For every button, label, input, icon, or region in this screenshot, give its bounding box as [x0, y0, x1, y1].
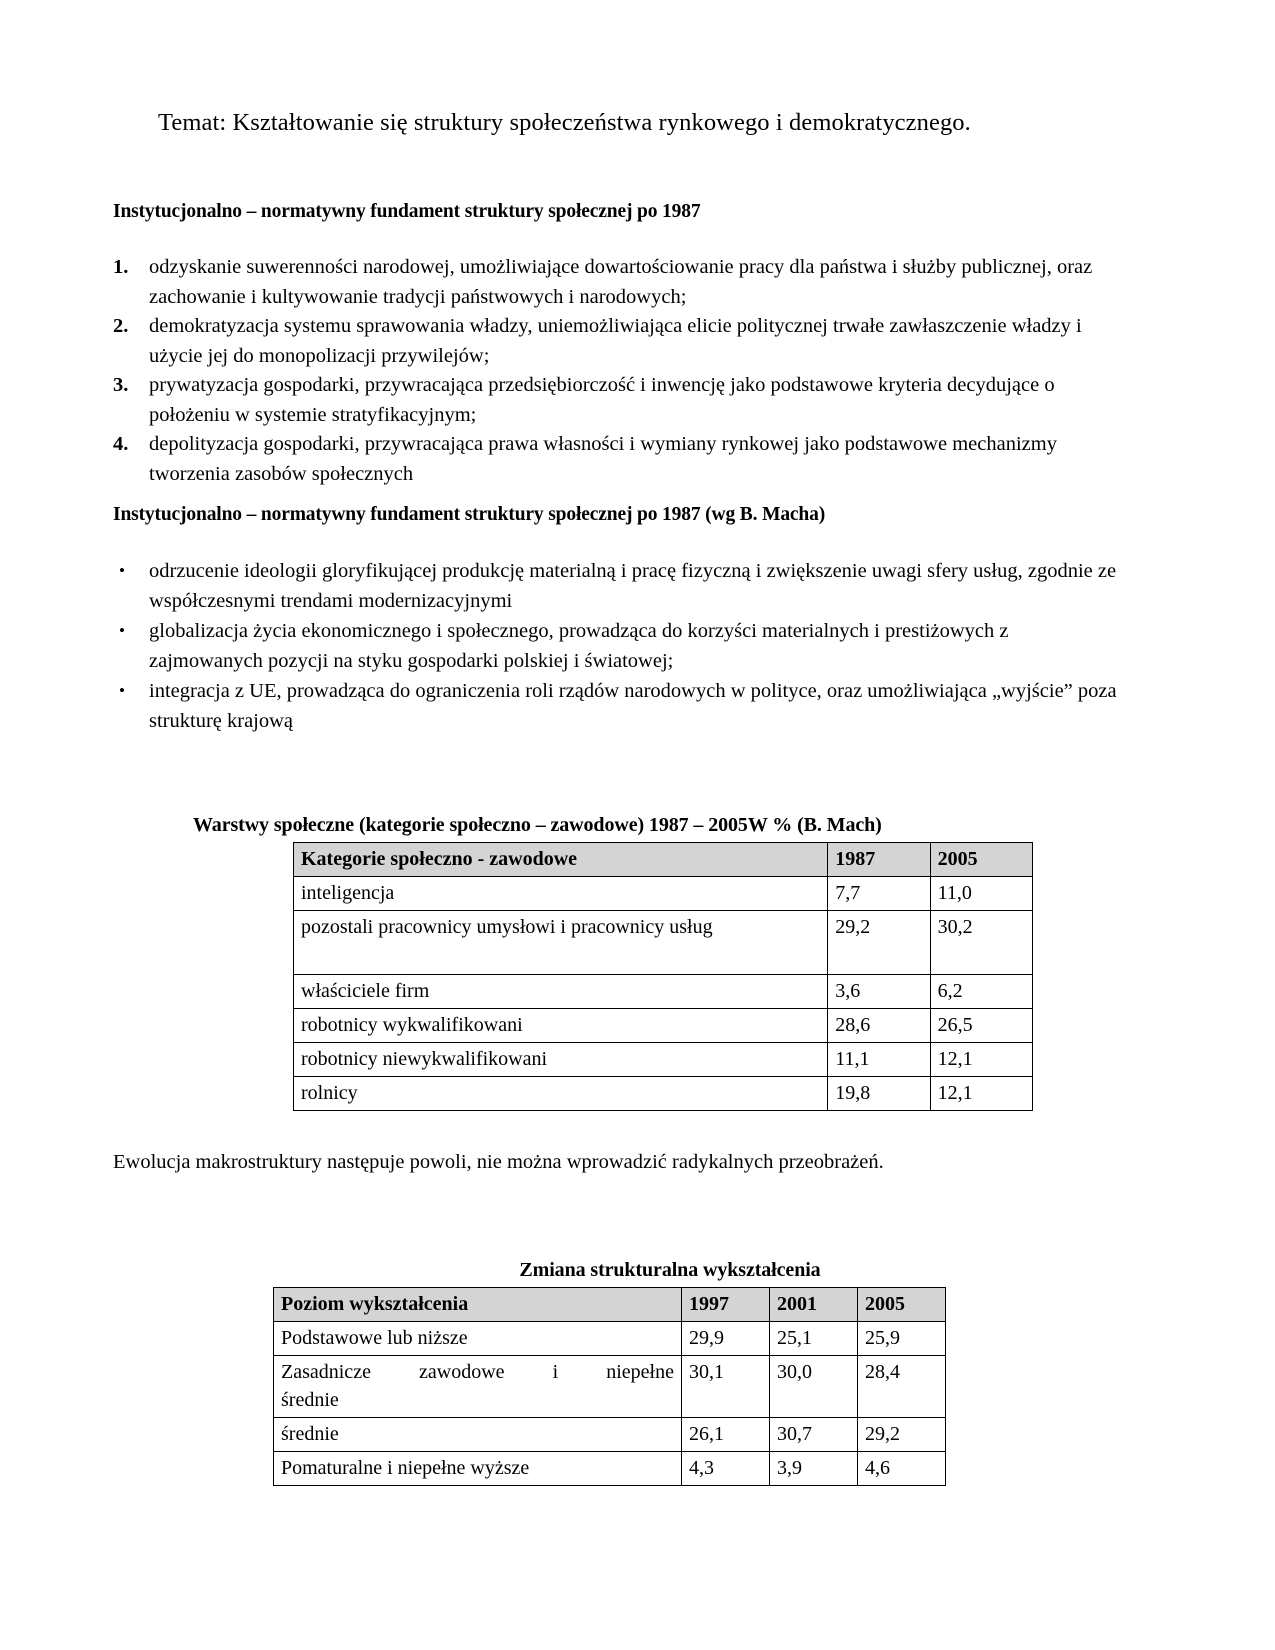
column-header-1997: 1997 — [682, 1288, 770, 1322]
table-caption: Zmiana strukturalna wykształcenia — [519, 1259, 821, 1281]
bullet-icon: • — [119, 621, 125, 640]
table-row — [294, 975, 1033, 1009]
column-header-1987: 1987 — [828, 843, 930, 877]
list-item — [113, 676, 1118, 736]
table-row — [274, 1418, 946, 1452]
bullet-icon: • — [119, 681, 125, 700]
table-social-strata — [293, 842, 1033, 1111]
cell-2005: 12,1 — [930, 1043, 1032, 1077]
table-row — [274, 1356, 946, 1418]
cell-2005: 6,2 — [930, 975, 1032, 1009]
table-header-row — [294, 843, 1033, 877]
cell-2005: 30,2 — [930, 911, 1032, 975]
list-item-text: odrzucenie ideologii gloryfikującej produkcję materialną i pracę fizyczną i zwiększenie uwagi sfery usług, zgodnie ze współczesnymi trendami modernizacyjnymi — [149, 560, 1117, 612]
table-caption: Warstwy społeczne (kategorie społeczno – zawodowe) 1987 – 2005W % (B. Mach) — [193, 814, 882, 836]
section-heading-institutional-2: Instytucjonalno – normatywny fundament struktury społecznej po 1987 (wg B. Macha) — [113, 504, 826, 525]
list-marker: 4. — [113, 433, 129, 455]
list-item-text: globalizacja życia ekonomicznego i społecznego, prowadząca do korzyści materialnych i prestiżowych z zajmowanych pozycji na styku gospodarki polskiej i światowej; — [149, 620, 1009, 672]
cell-category: rolnicy — [294, 1077, 828, 1111]
table-row — [294, 1009, 1033, 1043]
cell-education-level — [274, 1356, 682, 1418]
table-row — [274, 1322, 946, 1356]
cell-line-2: średnie — [281, 1389, 339, 1411]
table-block-social-strata — [193, 813, 1033, 1111]
list-marker: 1. — [113, 256, 129, 278]
list-item-text: odzyskanie suwerenności narodowej, umożliwiające dowartościowanie pracy dla państwa i służby publicznej, oraz zachowanie i kultywowanie tradycji państwowych i narodowych; — [149, 256, 1093, 308]
cell-2001: 25,1 — [770, 1322, 858, 1356]
list-item — [113, 430, 1113, 489]
cell-2001: 3,9 — [770, 1452, 858, 1486]
table-block-education-change — [273, 1258, 1053, 1486]
table-education-change — [273, 1287, 946, 1486]
cell-2005: 4,6 — [858, 1452, 946, 1486]
cell-1987: 28,6 — [828, 1009, 930, 1043]
cell-education-level: Podstawowe lub niższe — [274, 1322, 682, 1356]
cell-1997: 26,1 — [682, 1418, 770, 1452]
numbered-list — [113, 253, 1113, 489]
list-item-text: prywatyzacja gospodarki, przywracająca przedsiębiorczość i inwencję jako podstawowe kryteria decydujące o położeniu w systemie stratyfikacyjnym; — [149, 374, 1055, 426]
cell-2005: 12,1 — [930, 1077, 1032, 1111]
column-header-2005: 2005 — [858, 1288, 946, 1322]
cell-1987: 7,7 — [828, 877, 930, 911]
cell-education-level: Pomaturalne i niepełne wyższe — [274, 1452, 682, 1486]
cell-category: robotnicy niewykwalifikowani — [294, 1043, 828, 1077]
column-header-2005: 2005 — [930, 843, 1032, 877]
list-item-text: integracja z UE, prowadząca do ograniczenia roli rządów narodowych w polityce, oraz umożliwiająca „wyjście” poza strukturę krajową — [149, 680, 1117, 732]
cell-1997: 4,3 — [682, 1452, 770, 1486]
paragraph-macrostructure-evolution: Ewolucja makrostruktury następuje powoli, nie można wprowadzić radykalnych przeobrażeń. — [113, 1151, 884, 1173]
cell-1987: 11,1 — [828, 1043, 930, 1077]
cell-2005: 29,2 — [858, 1418, 946, 1452]
list-item-text: demokratyzacja systemu sprawowania władzy, uniemożliwiająca elicie politycznej trwałe zawłaszczenie władzy i użycie jej do monopolizacji przywilejów; — [149, 315, 1082, 367]
cell-1987: 3,6 — [828, 975, 930, 1009]
list-item — [113, 312, 1113, 371]
table-row — [294, 877, 1033, 911]
bullet-list — [113, 556, 1118, 736]
column-header-education-level: Poziom wykształcenia — [274, 1288, 682, 1322]
table-row — [294, 1043, 1033, 1077]
cell-line-1: Zasadnicze zawodowe i niepełne — [281, 1361, 674, 1383]
cell-1987: 29,2 — [828, 911, 930, 975]
cell-category: pozostali pracownicy umysłowi i pracownicy usług — [294, 911, 828, 975]
list-marker: 2. — [113, 315, 129, 337]
list-item — [113, 253, 1113, 312]
table-header-row — [274, 1288, 946, 1322]
table-row — [294, 911, 1033, 975]
table-row — [274, 1452, 946, 1486]
list-item — [113, 556, 1118, 616]
cell-2001: 30,7 — [770, 1418, 858, 1452]
cell-education-level: średnie — [274, 1418, 682, 1452]
column-header-2001: 2001 — [770, 1288, 858, 1322]
cell-category: inteligencja — [294, 877, 828, 911]
list-marker: 3. — [113, 374, 129, 396]
list-item-text: depolityzacja gospodarki, przywracająca prawa własności i wymiany rynkowej jako podstawowe mechanizmy tworzenia zasobów społecznych — [149, 433, 1057, 485]
cell-2005: 28,4 — [858, 1356, 946, 1418]
list-item — [113, 371, 1113, 430]
cell-2005: 25,9 — [858, 1322, 946, 1356]
bullet-icon: • — [119, 561, 125, 580]
column-header-category: Kategorie społeczno - zawodowe — [294, 843, 828, 877]
table-row — [294, 1077, 1033, 1111]
cell-1997: 30,1 — [682, 1356, 770, 1418]
cell-2001: 30,0 — [770, 1356, 858, 1418]
cell-1987: 19,8 — [828, 1077, 930, 1111]
cell-2005: 11,0 — [930, 877, 1032, 911]
cell-2005: 26,5 — [930, 1009, 1032, 1043]
list-item — [113, 616, 1118, 676]
page-title: Temat: Kształtowanie się struktury społeczeństwa rynkowego i demokratycznego. — [158, 109, 971, 136]
section-heading-institutional-1: Instytucjonalno – normatywny fundament struktury społecznej po 1987 — [113, 201, 701, 222]
cell-category: robotnicy wykwalifikowani — [294, 1009, 828, 1043]
cell-category: właściciele firm — [294, 975, 828, 1009]
cell-1997: 29,9 — [682, 1322, 770, 1356]
